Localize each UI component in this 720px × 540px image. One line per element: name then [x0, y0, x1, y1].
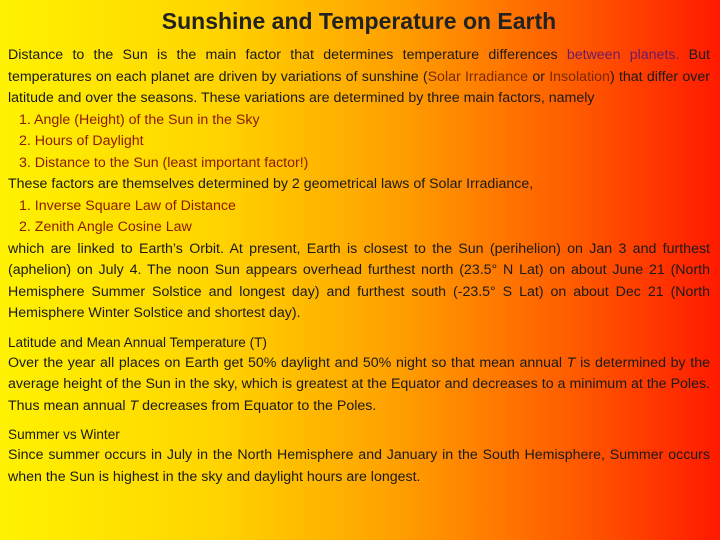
- intro-text-b: between planets.: [566, 47, 680, 63]
- summer-section: [8, 425, 710, 488]
- list-item: 2. Hours of Daylight: [19, 133, 144, 149]
- latitude-text-b: is determined by the average height of the Sun in the sky, which is greatest at the Equator and decreases to a minimum at the Poles. Thus mean annual: [8, 354, 710, 414]
- intro-text-e: or: [528, 68, 550, 85]
- list-item: 1. Angle (Height) of the Sun in the Sky: [19, 111, 260, 128]
- laws-intro: These factors are themselves determined by 2 geometrical laws of Solar Irradiance,: [8, 176, 534, 192]
- list-item: 1. Inverse Square Law of Distance: [19, 197, 236, 214]
- factors-list: [8, 110, 710, 175]
- t-variable: T: [129, 397, 139, 414]
- summer-heading: Summer vs Winter: [8, 427, 120, 442]
- latitude-section: [8, 333, 710, 418]
- latitude-text-a: Over the year all places on Earth get 50% daylight and 50% night so that mean annual: [8, 354, 567, 371]
- intro-text-c: But temperatures on each planet are driven by variations of sunshine (: [8, 47, 710, 85]
- latitude-text-c: decreases from Equator to the Poles.: [138, 397, 377, 414]
- summer-paragraph: Since summer occurs in July in the North Hemisphere and January in the South Hemisphere, Summer occurs when the Sun is highest in the sky and daylight hours are longest.: [8, 447, 710, 485]
- insolation-term: Insolation: [549, 68, 610, 85]
- latitude-paragraph: [8, 353, 710, 418]
- intro-text-g: ) that differ over latitude and over the seasons. These variations are determined by three main factors, namely: [8, 68, 711, 106]
- intro-paragraph: [8, 45, 710, 110]
- intro-text-a: Distance to the Sun is the main factor that determines temperature differences: [8, 47, 567, 63]
- t-variable: T: [566, 354, 576, 371]
- solar-irradiance-term: Solar Irradiance: [427, 68, 529, 85]
- laws-list: [8, 196, 710, 239]
- list-item: 2. Zenith Angle Cosine Law: [19, 219, 192, 235]
- latitude-heading: Latitude and Mean Annual Temperature (T): [8, 334, 267, 350]
- page-title: Sunshine and Temperature on Earth: [161, 8, 557, 34]
- list-item: 3. Distance to the Sun (least important factor!): [19, 154, 309, 171]
- orbit-paragraph: which are linked to Earth’s Orbit. At present, Earth is closest to the Sun (perihelion) on Jan 3 and furthest (aphelion) on July 4. The noon Sun appears overhead furthest north (23.5° N Lat) on about June 21 (North Hemisphere Summer Solstice and longest day) and furthest south (-23.5° S Lat) on about Dec 21 (North Hemisphere Winter Solstice and shortest day).: [8, 240, 710, 321]
